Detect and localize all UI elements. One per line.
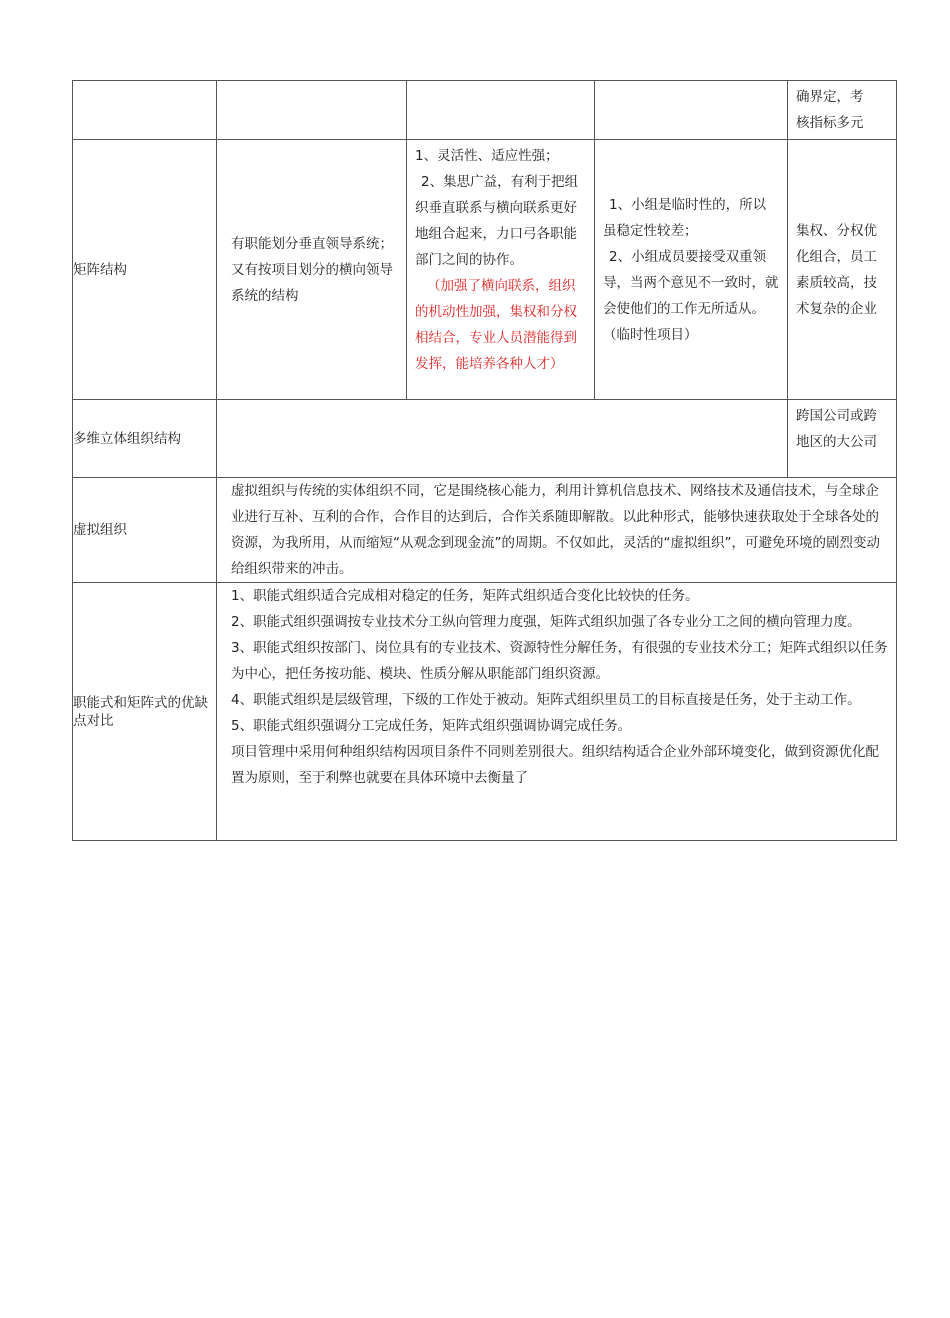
cell-matrix-disadvantages	[595, 140, 788, 400]
cell-multidimensional-suitability	[788, 400, 897, 478]
cell-empty-merged	[217, 400, 788, 478]
matrix-disadvantage-1: 1、小组是临时性的，所以虽稳定性较差；	[603, 196, 767, 239]
cell-empty	[407, 81, 595, 140]
comparison-summary: 项目管理中采用何种组织结构因项目条件不同则差别很大。组织结构适合企业外部环境变化，做到资源优化配置为原则，至于利弊也就要在具体环境中去衡量了	[231, 744, 879, 786]
row-label-comparison: 职能式和矩阵式的优缺点对比	[73, 583, 217, 841]
row-label-virtual: 虚拟组织	[73, 478, 217, 583]
suitability-line: 确界定，考	[796, 89, 864, 105]
cell-empty	[595, 81, 788, 140]
comparison-item: 4、职能式组织是层级管理，下级的工作处于被动。矩阵式组织里员工的目标直接是任务，处于主动工作。	[231, 692, 861, 708]
table-row-virtual	[73, 478, 897, 583]
cell-empty	[73, 81, 217, 140]
comparison-item: 1、职能式组织适合完成相对稳定的任务，矩阵式组织适合变化比较快的任务。	[231, 588, 699, 604]
comparison-item: 5、职能式组织强调分工完成任务，矩阵式组织强调协调完成任务。	[231, 718, 632, 734]
matrix-advantage-2: 2、集思广益，有利于把组织垂直联系与横向联系更好地组合起来，力口弓各职能部门之间的协作。	[415, 174, 579, 268]
multidimensional-suitability-text: 跨国公司或跨地区的大公司	[796, 408, 877, 450]
row-label-multidimensional: 多维立体组织结构	[73, 400, 217, 478]
matrix-advantage-1: 1、灵活性、适应性强；	[415, 148, 559, 164]
comparison-item: 3、职能式组织按部门、岗位具有的专业技术、资源特性分解任务，有很强的专业技术分工；矩阵式组织以任务为中心，把任务按功能、模块、性质分解从职能部门组织资源。	[231, 640, 888, 682]
row-label-matrix: 矩阵结构	[73, 140, 217, 400]
table-row-continuation	[73, 81, 897, 140]
table-row-multidimensional	[73, 400, 897, 478]
cell-comparison-content	[217, 583, 897, 841]
table-row-comparison	[73, 583, 897, 841]
matrix-definition-text: 有职能划分垂直领导系统；又有按项目划分的横向领导系统的结构	[231, 235, 393, 304]
cell-empty	[217, 81, 407, 140]
cell-virtual-description	[217, 478, 897, 583]
comparison-item: 2、职能式组织强调按专业技术分工纵向管理力度强，矩阵式组织加强了各专业分工之间的横向管理力度。	[231, 614, 861, 630]
matrix-advantage-note: （加强了横向联系，组织的机动性加强，集权和分权相结合，专业人员潜能得到发挥，能培养各种人才）	[415, 278, 577, 372]
cell-matrix-definition	[217, 140, 407, 400]
cell-suitability-continued	[788, 81, 897, 140]
virtual-description-text: 虚拟组织与传统的实体组织不同，它是围绕核心能力，利用计算机信息技术、网络技术及通信技术，与全球企业进行互补、互利的合作，合作目的达到后，合作关系随即解散。以此种形式，能够快速获取处于全球各处的资源，为我所用，从而缩短“从观念到现金流”的周期。不仅如此，灵活的“虚拟组织”，可避免环境的剧烈变动给组织带来的冲击。	[231, 483, 880, 577]
cell-matrix-advantages	[407, 140, 595, 400]
matrix-suitability-text: 集权、分权优化组合，员工素质较高，技术复杂的企业	[796, 222, 877, 317]
table-row-matrix	[73, 140, 897, 400]
suitability-line: 核指标多元	[796, 115, 864, 131]
matrix-disadvantage-2: 2、小组成员要接受双重领导，当两个意见不一致时，就会使他们的工作无所适从。（临时性项目）	[603, 248, 779, 343]
organization-structure-table	[72, 80, 897, 841]
cell-matrix-suitability	[788, 140, 897, 400]
